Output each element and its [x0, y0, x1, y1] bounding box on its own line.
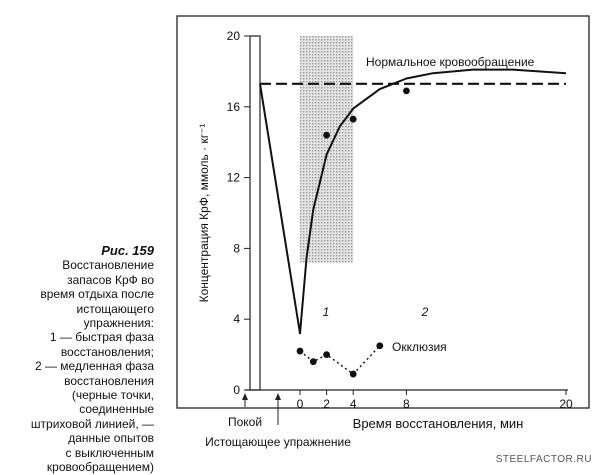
y-axis-label: Концентрация КрФ, ммоль · кг⁻¹ — [197, 123, 211, 303]
y-tick-label: 12 — [226, 170, 240, 185]
caption-line: истощающего — [76, 301, 154, 316]
x-tick-label: 4 — [349, 397, 357, 411]
caption-line: восстановления; — [60, 344, 154, 359]
caption-line: Восстановление — [62, 258, 154, 273]
rest-label: Покой — [227, 415, 263, 429]
caption-line: штриховой линией, — — [30, 416, 154, 431]
measured-point — [403, 87, 410, 94]
x-tick-label: 20 — [559, 397, 573, 411]
measured-point — [350, 116, 357, 123]
chart-frame — [177, 16, 589, 408]
y-tick-label: 20 — [226, 29, 240, 43]
occlusion-point — [350, 371, 357, 378]
exercise-arrow-head — [275, 393, 281, 400]
occlusion-point — [323, 351, 330, 358]
y-tick-label: 8 — [233, 241, 240, 256]
caption-line: данные опытов — [68, 431, 154, 446]
occlusion-label: Окклюзия — [392, 340, 447, 354]
caption-line: с выключенным — [65, 445, 154, 460]
occlusion-point — [376, 342, 383, 349]
y-tick-label: 0 — [233, 383, 240, 397]
measured-point — [323, 132, 330, 139]
x-tick-label: 2 — [323, 397, 330, 411]
exercise-label: Истощающее упражнение — [205, 435, 351, 449]
occlusion-point — [310, 358, 317, 365]
caption-line: время отдыха после — [40, 287, 154, 302]
caption-line: кровообращением) — [46, 460, 154, 475]
phase1-label: 1 — [322, 305, 330, 319]
x-axis-label: Время восстановления, мин — [352, 416, 524, 431]
rest-arrow-head — [242, 393, 248, 400]
x-tick-label: 0 — [296, 397, 304, 411]
y-tick-label: 16 — [226, 99, 240, 114]
x-tick-label: 8 — [403, 397, 410, 411]
caption-line: (черные точки, — [71, 388, 154, 403]
caption-title: Рис. 159 — [101, 243, 154, 258]
caption-line: восстановления — [64, 373, 154, 388]
caption-line: 1 — быстрая фаза — [49, 330, 154, 345]
normal-circulation-label: Нормальное кровообращение — [366, 55, 535, 69]
caption-line: соединенные — [79, 402, 154, 417]
caption-line: 2 — медленная фаза — [34, 359, 154, 374]
rest-bar — [250, 36, 260, 390]
phase2-label: 2 — [421, 305, 429, 319]
occlusion-point — [297, 348, 304, 355]
phase1-shaded-region — [300, 36, 353, 263]
y-tick-label: 4 — [233, 312, 240, 327]
watermark: STEELFACTOR.RU — [495, 454, 592, 465]
caption-line: упражнения: — [83, 316, 154, 331]
caption-line: запасов КрФ во — [67, 272, 154, 287]
